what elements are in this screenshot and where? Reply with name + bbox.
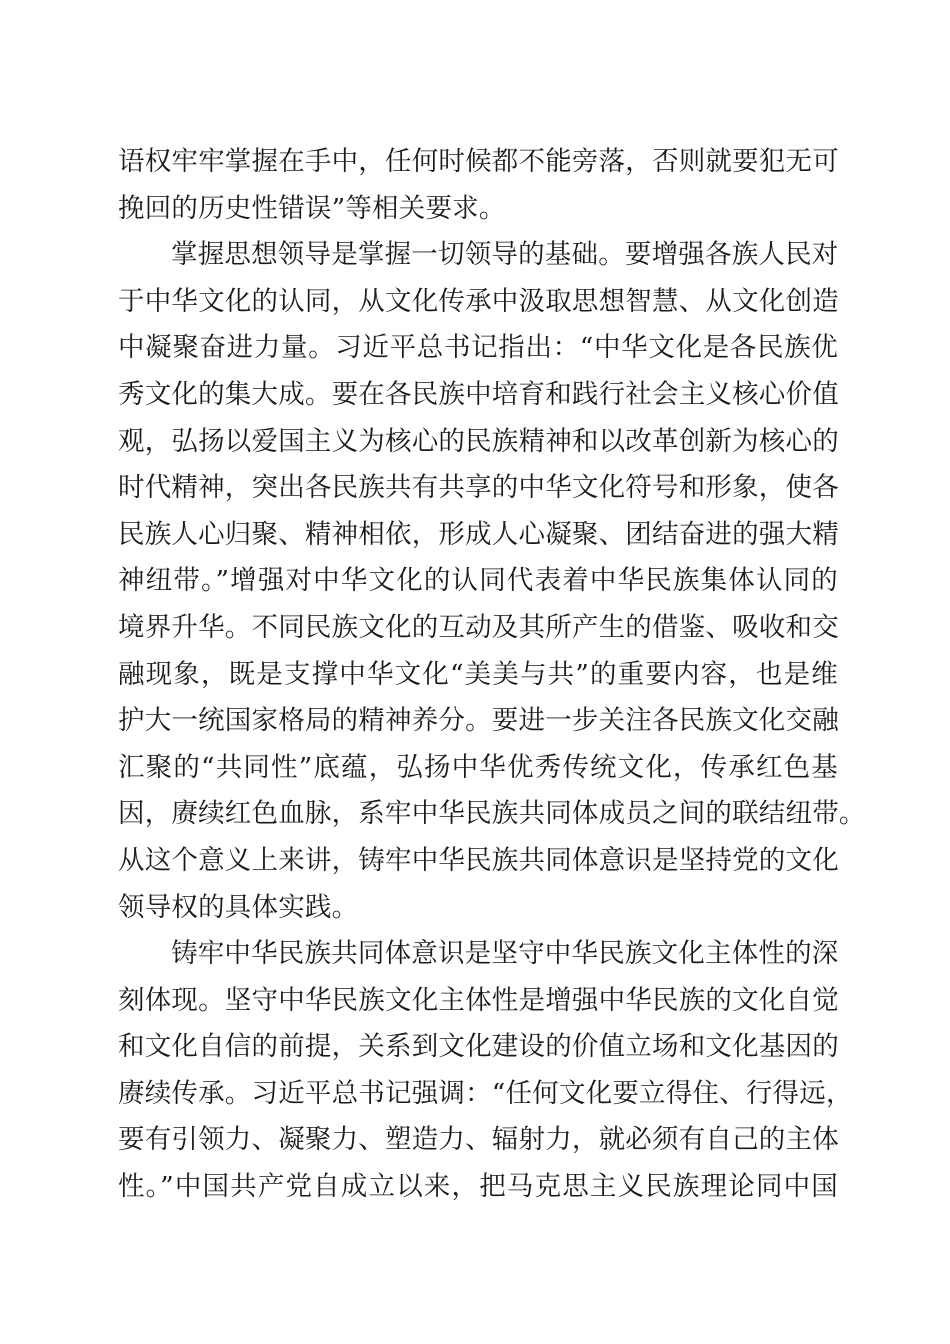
text-line: 因，赓续红色血脉，系牢中华民族共同体成员之间的联结纽带。 bbox=[118, 798, 866, 830]
text-line: 刻体现。坚守中华民族文化主体性是增强中华民族的文化自觉 bbox=[118, 984, 839, 1016]
text-line: 铸牢中华民族共同体意识是坚守中华民族文化主体性的深 bbox=[171, 938, 839, 970]
paragraph-cultural-subjectivity bbox=[118, 931, 853, 1211]
text-line: 秀文化的集大成。要在各民族中培育和践行社会主义核心价值 bbox=[118, 378, 839, 410]
text-line: 时代精神，突出各民族共有共享的中华文化符号和形象，使各 bbox=[118, 472, 839, 504]
text-line: 神纽带。”增强对中华文化的认同代表着中华民族集体认同的 bbox=[118, 565, 838, 597]
text-line: 民族人心归聚、精神相依，形成人心凝聚、团结奋进的强大精 bbox=[118, 518, 839, 550]
paragraph-continued bbox=[118, 139, 838, 232]
text-line: 护大一统国家格局的精神养分。要进一步关注各民族文化交融 bbox=[118, 705, 839, 737]
text-line: 赓续传承。习近平总书记强调：“任何文化要立得住、行得远， bbox=[118, 1077, 853, 1109]
text-line: 和文化自信的前提，关系到文化建设的价值立场和文化基因的 bbox=[118, 1031, 839, 1063]
text-line: 观，弘扬以爱国主义为核心的民族精神和以改革创新为核心的 bbox=[118, 425, 839, 457]
text-line: 于中华文化的认同，从文化传承中汲取思想智慧、从文化创造 bbox=[118, 285, 839, 317]
text-line: 中凝聚奋进力量。习近平总书记指出：“中华文化是各民族优 bbox=[118, 332, 838, 364]
text-line: 性。”中国共产党自成立以来，把马克思主义民族理论同中国 bbox=[118, 1171, 838, 1203]
text-line: 语权牢牢掌握在手中，任何时候都不能旁落，否则就要犯无可 bbox=[118, 146, 839, 177]
paragraph-ideological-leadership bbox=[118, 232, 866, 931]
text-line: 领导权的具体实践。 bbox=[118, 891, 359, 923]
body-text bbox=[118, 139, 866, 1211]
text-line: 要有引领力、凝聚力、塑造力、辐射力，就必须有自己的主体 bbox=[118, 1124, 839, 1156]
text-line: 汇聚的“共同性”底蕴，弘扬中华优秀传统文化，传承红色基 bbox=[118, 751, 838, 783]
text-line: 境界升华。不同民族文化的互动及其所产生的借鉴、吸收和交 bbox=[118, 611, 839, 643]
text-line: 挽回的历史性错误”等相关要求。 bbox=[118, 192, 506, 224]
text-line: 从这个意义上来讲，铸牢中华民族共同体意识是坚持党的文化 bbox=[118, 844, 839, 876]
text-line: 掌握思想领导是掌握一切领导的基础。要增强各族人民对 bbox=[171, 239, 839, 271]
text-line: 融现象，既是支撑中华文化“美美与共”的重要内容，也是维 bbox=[118, 658, 838, 690]
